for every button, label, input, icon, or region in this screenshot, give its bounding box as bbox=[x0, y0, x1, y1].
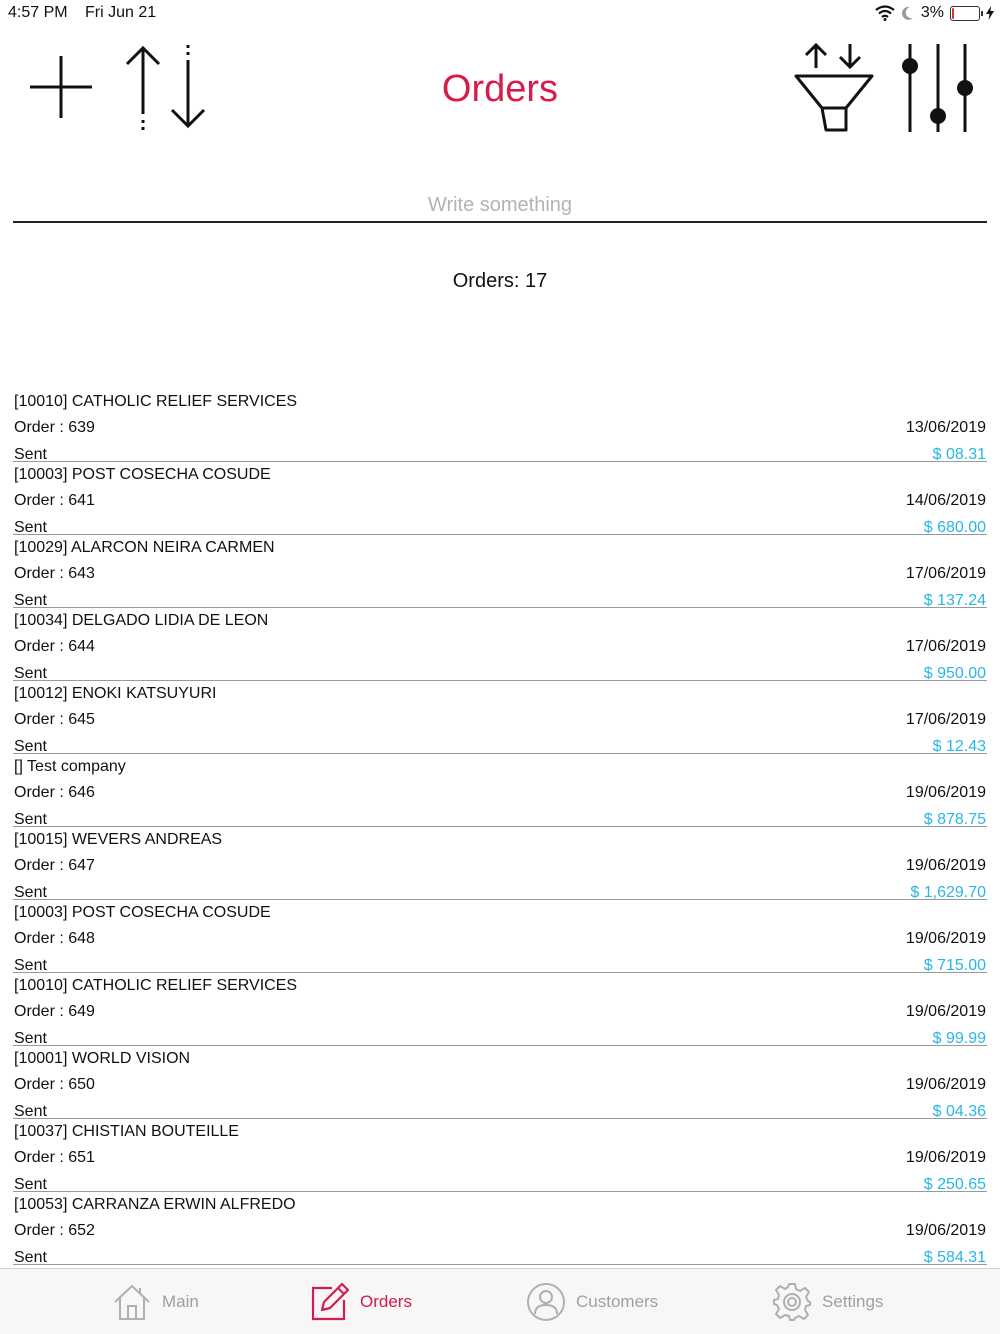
order-amount: $ 137.24 bbox=[923, 592, 986, 609]
order-number-value: 648 bbox=[68, 930, 95, 947]
order-row[interactable] bbox=[13, 462, 987, 535]
order-status: Sent bbox=[14, 446, 47, 463]
order-separator: : bbox=[54, 1076, 69, 1093]
order-number-value: 646 bbox=[68, 784, 95, 801]
status-time: 4:57 PM bbox=[8, 4, 68, 21]
order-separator: : bbox=[54, 419, 69, 436]
order-amount: $ 878.75 bbox=[923, 811, 986, 828]
order-number-value: 644 bbox=[68, 638, 95, 655]
order-number bbox=[14, 711, 95, 729]
order-customer: [10003] POST COSECHA COSUDE bbox=[14, 904, 271, 921]
charging-icon bbox=[986, 6, 994, 20]
order-amount: $ 1,629.70 bbox=[910, 884, 986, 901]
toolbar bbox=[0, 28, 1000, 148]
order-number bbox=[14, 857, 95, 875]
order-customer: [10034] DELGADO LIDIA DE LEON bbox=[14, 612, 269, 629]
tab-customers[interactable] bbox=[526, 1269, 658, 1334]
order-label: Order bbox=[14, 1003, 55, 1020]
order-customer: [] Test company bbox=[14, 758, 126, 775]
order-number bbox=[14, 1222, 95, 1240]
order-status: Sent bbox=[14, 884, 47, 901]
order-row[interactable] bbox=[13, 1046, 987, 1119]
search-field bbox=[13, 190, 987, 223]
order-row[interactable] bbox=[13, 681, 987, 754]
order-number bbox=[14, 1003, 95, 1021]
order-number-value: 650 bbox=[68, 1076, 95, 1093]
edit-icon bbox=[310, 1282, 350, 1322]
status-indicators bbox=[875, 4, 994, 22]
order-row[interactable] bbox=[13, 900, 987, 973]
order-customer: [10012] ENOKI KATSUYURI bbox=[14, 685, 217, 702]
tab-orders-label: Orders bbox=[360, 1292, 412, 1311]
order-date: 13/06/2019 bbox=[905, 419, 986, 436]
order-row[interactable] bbox=[13, 827, 987, 900]
order-row[interactable] bbox=[13, 1119, 987, 1192]
wifi-icon bbox=[875, 5, 895, 21]
order-date: 19/06/2019 bbox=[905, 784, 986, 801]
order-date: 19/06/2019 bbox=[905, 1222, 986, 1239]
tab-orders[interactable] bbox=[310, 1269, 412, 1334]
order-separator: : bbox=[54, 1003, 69, 1020]
order-number bbox=[14, 565, 95, 583]
sliders-icon[interactable] bbox=[898, 42, 978, 134]
user-icon bbox=[526, 1282, 566, 1322]
order-separator: : bbox=[54, 784, 69, 801]
order-label: Order bbox=[14, 930, 55, 947]
filter-sort-icon[interactable] bbox=[792, 42, 876, 134]
order-date: 19/06/2019 bbox=[905, 1003, 986, 1020]
battery-icon bbox=[950, 6, 980, 21]
order-status: Sent bbox=[14, 957, 47, 974]
search-input[interactable] bbox=[13, 190, 987, 220]
order-number-value: 643 bbox=[68, 565, 95, 582]
order-status: Sent bbox=[14, 1249, 47, 1266]
order-amount: $ 12.43 bbox=[932, 738, 986, 755]
order-date: 17/06/2019 bbox=[905, 565, 986, 582]
order-customer: [10001] WORLD VISION bbox=[14, 1050, 191, 1067]
battery-percent: 3% bbox=[920, 4, 944, 21]
order-amount: $ 08.31 bbox=[932, 446, 986, 463]
order-date: 17/06/2019 bbox=[905, 638, 986, 655]
order-row[interactable] bbox=[13, 973, 987, 1046]
order-status: Sent bbox=[14, 1030, 47, 1047]
order-label: Order bbox=[14, 711, 55, 728]
tab-bar bbox=[0, 1268, 1000, 1334]
moon-icon bbox=[901, 5, 915, 21]
order-label: Order bbox=[14, 784, 55, 801]
order-label: Order bbox=[14, 638, 55, 655]
order-number-value: 639 bbox=[68, 419, 95, 436]
order-separator: : bbox=[54, 492, 69, 509]
order-row[interactable] bbox=[13, 535, 987, 608]
page-title: Orders bbox=[441, 68, 559, 110]
order-number-value: 641 bbox=[68, 492, 95, 509]
order-number bbox=[14, 1076, 95, 1094]
order-amount: $ 715.00 bbox=[923, 957, 986, 974]
order-separator: : bbox=[54, 1222, 69, 1239]
order-date: 19/06/2019 bbox=[905, 1149, 986, 1166]
order-number bbox=[14, 638, 95, 656]
tab-main[interactable] bbox=[112, 1269, 199, 1334]
order-status: Sent bbox=[14, 811, 47, 828]
order-label: Order bbox=[14, 419, 55, 436]
tab-settings[interactable] bbox=[772, 1269, 883, 1334]
order-status: Sent bbox=[14, 592, 47, 609]
order-date: 19/06/2019 bbox=[905, 1076, 986, 1093]
order-number bbox=[14, 930, 95, 948]
order-number-value: 647 bbox=[68, 857, 95, 874]
order-label: Order bbox=[14, 1076, 55, 1093]
order-label: Order bbox=[14, 565, 55, 582]
order-label: Order bbox=[14, 857, 55, 874]
order-date: 17/06/2019 bbox=[905, 711, 986, 728]
order-number bbox=[14, 492, 95, 510]
order-customer: [10029] ALARCON NEIRA CARMEN bbox=[14, 539, 275, 556]
order-date: 19/06/2019 bbox=[905, 857, 986, 874]
order-separator: : bbox=[54, 638, 69, 655]
tab-settings-label: Settings bbox=[822, 1292, 884, 1311]
home-icon bbox=[112, 1282, 152, 1322]
tab-main-label: Main bbox=[162, 1292, 199, 1311]
status-bar bbox=[0, 0, 1000, 28]
order-amount: $ 584.31 bbox=[923, 1249, 986, 1266]
order-customer: [10037] CHISTIAN BOUTEILLE bbox=[14, 1123, 239, 1140]
order-amount: $ 99.99 bbox=[932, 1030, 986, 1047]
order-status: Sent bbox=[14, 665, 47, 682]
order-separator: : bbox=[54, 565, 69, 582]
order-customer: [10003] POST COSECHA COSUDE bbox=[14, 466, 271, 483]
order-date: 14/06/2019 bbox=[905, 492, 986, 509]
order-customer: [10010] CATHOLIC RELIEF SERVICES bbox=[14, 977, 298, 994]
order-amount: $ 950.00 bbox=[923, 665, 986, 682]
order-number bbox=[14, 1149, 95, 1167]
order-number bbox=[14, 784, 95, 802]
order-customer: [10015] WEVERS ANDREAS bbox=[14, 831, 223, 848]
order-label: Order bbox=[14, 1149, 55, 1166]
order-list bbox=[13, 389, 987, 1265]
order-number-value: 652 bbox=[68, 1222, 95, 1239]
order-row[interactable] bbox=[13, 389, 987, 462]
order-label: Order bbox=[14, 1222, 55, 1239]
order-status: Sent bbox=[14, 1103, 47, 1120]
order-number bbox=[14, 419, 95, 437]
tab-customers-label: Customers bbox=[576, 1292, 659, 1311]
order-customer: [10053] CARRANZA ERWIN ALFREDO bbox=[14, 1196, 296, 1213]
battery-level bbox=[952, 8, 954, 19]
gear-icon bbox=[772, 1282, 812, 1322]
order-amount: $ 04.36 bbox=[932, 1103, 986, 1120]
order-separator: : bbox=[54, 1149, 69, 1166]
order-amount: $ 250.65 bbox=[923, 1176, 986, 1193]
order-separator: : bbox=[54, 857, 69, 874]
order-status: Sent bbox=[14, 1176, 47, 1193]
order-separator: : bbox=[54, 930, 69, 947]
order-customer: [10010] CATHOLIC RELIEF SERVICES bbox=[14, 393, 298, 410]
order-number-value: 645 bbox=[68, 711, 95, 728]
order-number-value: 649 bbox=[68, 1003, 95, 1020]
order-row[interactable] bbox=[13, 1192, 987, 1265]
order-status: Sent bbox=[14, 519, 47, 536]
orders-count: Orders: 17 bbox=[452, 270, 548, 292]
order-row[interactable] bbox=[13, 608, 987, 681]
order-date: 19/06/2019 bbox=[905, 930, 986, 947]
order-number-value: 651 bbox=[68, 1149, 95, 1166]
order-row[interactable] bbox=[13, 754, 987, 827]
order-status: Sent bbox=[14, 738, 47, 755]
order-separator: : bbox=[54, 711, 69, 728]
status-date: Fri Jun 21 bbox=[85, 4, 157, 21]
order-label: Order bbox=[14, 492, 55, 509]
order-amount: $ 680.00 bbox=[923, 519, 986, 536]
